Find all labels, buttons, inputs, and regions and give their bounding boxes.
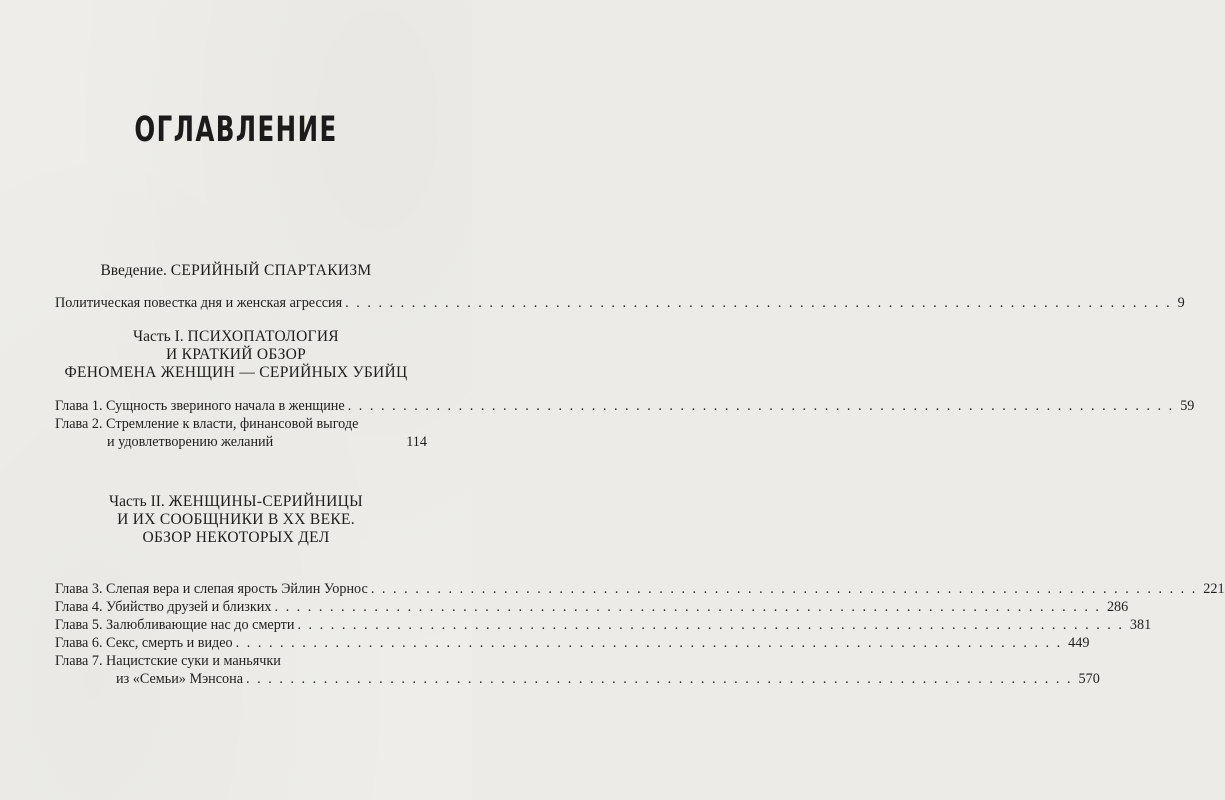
leader-dots xyxy=(233,635,1062,652)
toc-entry-page: 381 xyxy=(1129,617,1152,633)
part1-heading-line3: ФЕНОМЕНА ЖЕНЩИН — СЕРИЙНЫХ УБИЙЦ xyxy=(64,364,408,381)
intro-heading-title: СЕРИЙНЫЙ СПАРТАКИЗМ xyxy=(170,262,372,279)
intro-heading xyxy=(40,262,432,280)
toc-entry-chapter-2[interactable] xyxy=(55,416,427,433)
page-title: ОГЛАВЛЕНИЕ xyxy=(134,110,338,150)
toc-entry-label: и удовлетворению желаний xyxy=(107,434,274,450)
toc-entry-page: 570 xyxy=(1078,671,1100,687)
toc-entry-label: Глава 3. Слепая вера и слепая ярость Эйлин Уорнос xyxy=(55,581,368,597)
toc-entry-label: Политическая повестка дня и женская агрессия xyxy=(55,295,343,311)
part1-heading xyxy=(40,328,432,382)
toc-entry-page: 9 xyxy=(1177,295,1185,311)
toc-entry-chapter-3[interactable] xyxy=(55,581,1225,598)
part1-heading-line1 xyxy=(40,328,432,346)
toc-entry-label: Глава 1. Сущность звериного начала в женщине xyxy=(55,398,345,414)
part2-title: ЖЕНЩИНЫ-СЕРИЙНИЦЫ xyxy=(168,493,363,510)
part2-heading-line2: И ИХ СООБЩНИКИ В XX ВЕКЕ. xyxy=(117,511,355,528)
part2-heading xyxy=(40,493,432,547)
part1-heading-line2: И КРАТКИЙ ОБЗОР xyxy=(165,346,307,363)
toc-entry-label: из «Семьи» Мэнсона xyxy=(116,671,244,687)
toc-entry-chapter-4[interactable] xyxy=(55,599,1129,616)
toc-entry-chapter-1[interactable] xyxy=(55,398,1195,415)
toc-entry-page: 59 xyxy=(1180,398,1195,414)
toc-entry-page: 449 xyxy=(1068,635,1090,651)
leader-dots xyxy=(342,295,1171,312)
toc-entry-label: Глава 7. Нацистские суки и маньячки xyxy=(55,653,281,669)
leader-dots xyxy=(368,581,1197,598)
toc-entry-page: 114 xyxy=(406,434,427,450)
toc-entry-chapter-7-cont[interactable] xyxy=(55,671,1100,688)
toc-entry-label: Глава 6. Секс, смерть и видео xyxy=(55,635,233,651)
toc-entry-chapter-2-cont[interactable] xyxy=(55,434,427,451)
toc-entry-chapter-5[interactable] xyxy=(55,617,1152,634)
toc-entry-label: Глава 2. Стремление к власти, финансовой выгоде xyxy=(55,416,359,432)
toc-entry-page: 286 xyxy=(1106,599,1129,615)
part2-prefix: Часть II. xyxy=(109,493,165,510)
leader-dots xyxy=(271,599,1100,616)
toc-entry-page: 221 xyxy=(1203,581,1225,597)
leader-dots xyxy=(243,671,1072,688)
toc-entry-intro[interactable] xyxy=(55,295,1185,312)
intro-heading-prefix: Введение. xyxy=(100,262,167,279)
toc-entry-label: Глава 4. Убийство друзей и близких xyxy=(55,599,272,615)
toc-entry-chapter-7[interactable] xyxy=(55,653,427,670)
part1-title: ПСИХОПАТОЛОГИЯ xyxy=(187,328,339,345)
toc-entry-label: Глава 5. Залюбливающие нас до смерти xyxy=(55,617,295,633)
leader-dots xyxy=(294,617,1123,634)
toc-entry-chapter-6[interactable] xyxy=(55,635,1090,652)
leader-dots xyxy=(345,398,1174,415)
part1-prefix: Часть I. xyxy=(133,328,184,345)
part2-heading-line1 xyxy=(40,493,432,511)
part2-heading-line3: ОБЗОР НЕКОТОРЫХ ДЕЛ xyxy=(142,529,330,546)
